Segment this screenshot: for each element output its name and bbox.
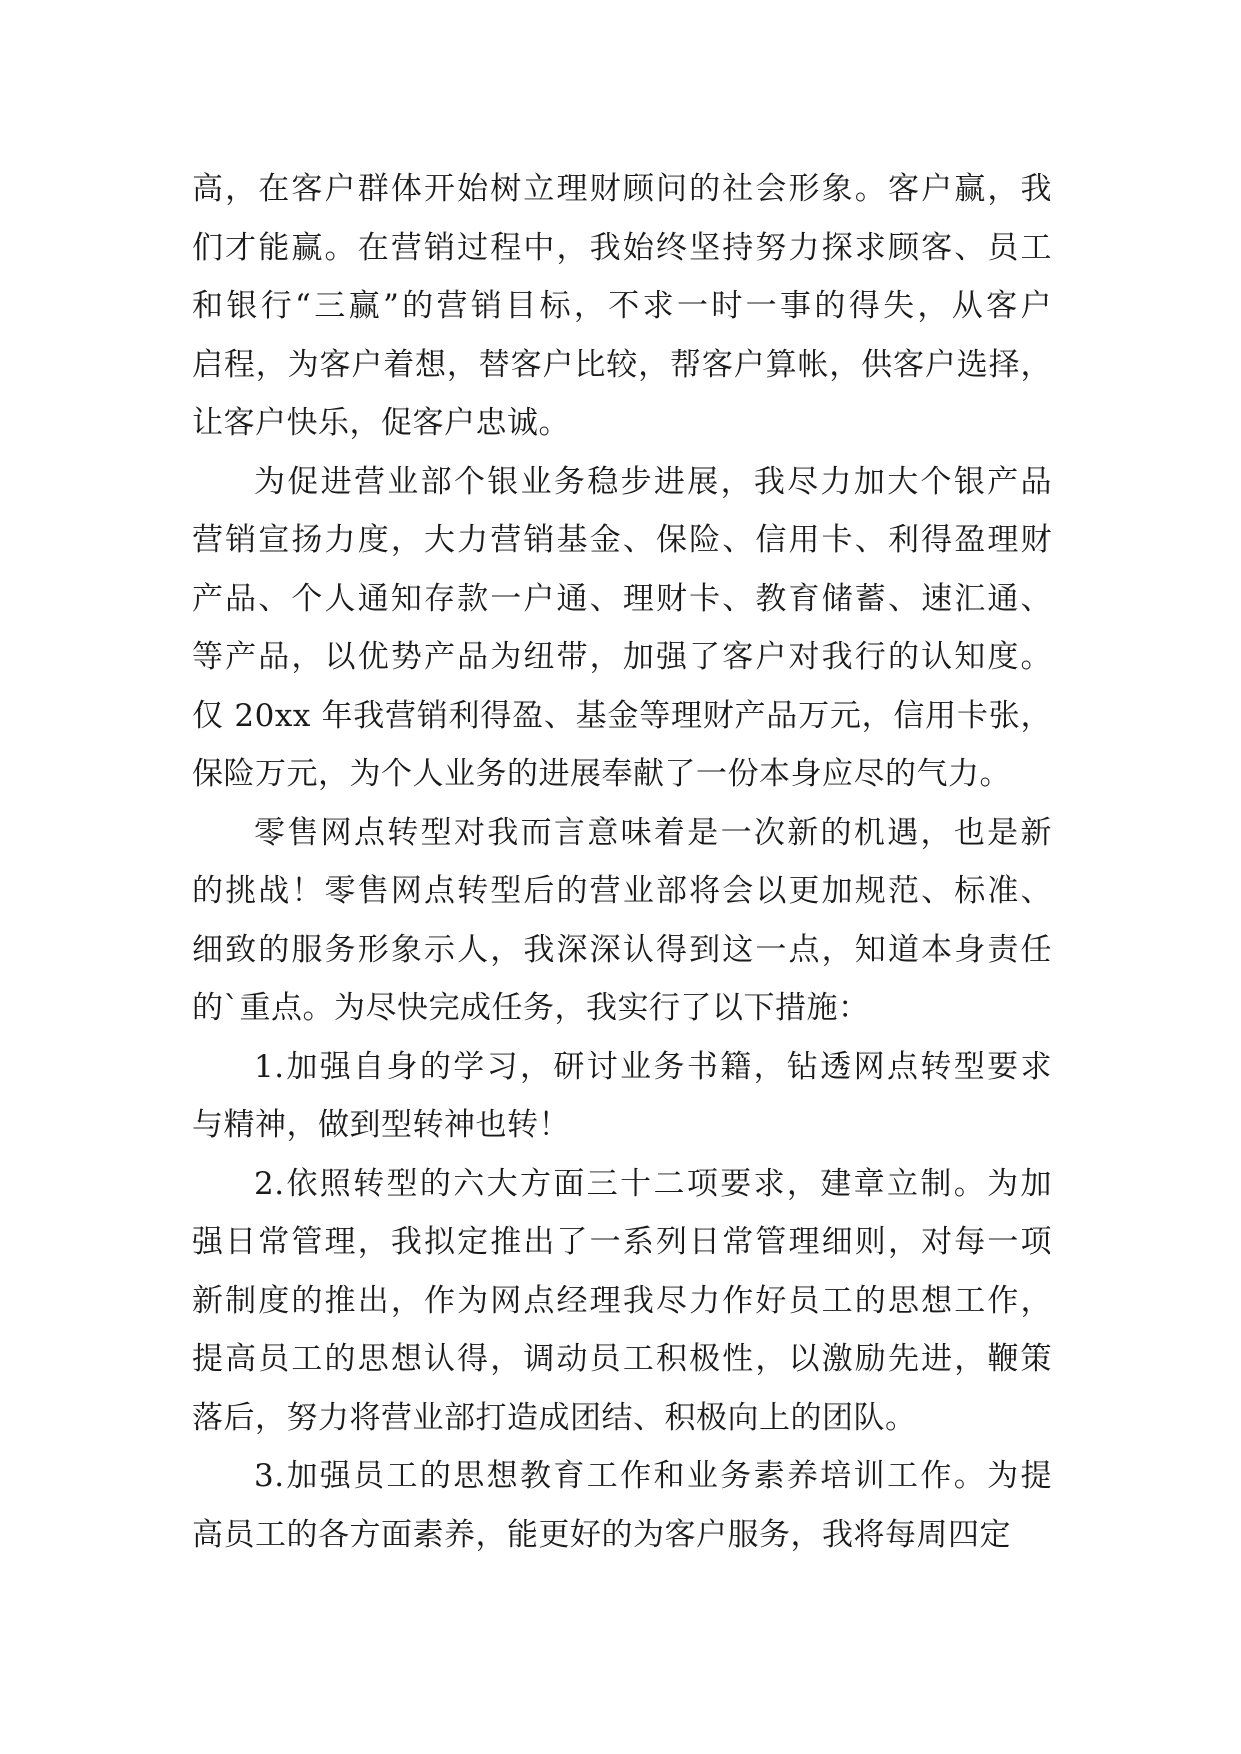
- text-line: 的`重点。为尽快完成任务，我实行了以下措施：: [192, 990, 870, 1026]
- text-line: 营销宣扬力度，大力营销基金、保险、信用卡、利得盈理财: [192, 522, 1052, 558]
- text-line: 高，在客户群体开始树立理财顾问的社会形象。客户赢，我: [192, 171, 1052, 207]
- text-line: 的挑战！零售网点转型后的营业部将会以更加规范、标准、: [192, 873, 1052, 909]
- text-line: 和银行“三赢”的营销目标，不求一时一事的得失，从客户: [192, 288, 1052, 324]
- text-line: 新制度的推出，作为网点经理我尽力作好员工的思想工作，: [192, 1282, 1052, 1319]
- text-line: 让客户快乐，促客户忠诚。: [192, 405, 570, 441]
- text-line: 仅 20xx 年我营销利得盈、基金等理财产品万元，信用卡张，: [192, 697, 1052, 734]
- text-line: 等产品，以优势产品为纽带，加强了客户对我行的认知度。: [192, 639, 1052, 675]
- list-item-first-line: 3.加强员工的思想教育工作和业务素养培训工作。为提: [254, 1458, 1052, 1494]
- text-line: 落后，努力将营业部打造成团结、积极向上的团队。: [192, 1399, 917, 1436]
- text-line: 们才能赢。在营销过程中，我始终坚持努力探求顾客、员工: [192, 229, 1052, 266]
- text-line: 产品、个人通知存款一户通、理财卡、教育储蓄、速汇通、: [192, 580, 1052, 617]
- paragraph-first-line: 零售网点转型对我而言意味着是一次新的机遇，也是新: [254, 814, 1052, 851]
- document-body: [192, 160, 1052, 1564]
- paragraph-first-line: 为促进营业部个银业务稳步进展，我尽力加大个银产品: [254, 463, 1052, 500]
- text-line: 启程，为客户着想，替客户比较，帮客户算帐，供客户选择，: [192, 346, 1052, 383]
- text-line: 强日常管理，我拟定推出了一系列日常管理细则，对每一项: [192, 1224, 1052, 1260]
- list-item-first-line: 1.加强自身的学习，研讨业务书籍，钻透网点转型要求: [254, 1048, 1052, 1085]
- text-line: 高员工的各方面素养，能更好的为客户服务，我将每周四定: [192, 1516, 1011, 1553]
- list-item-first-line: 2.依照转型的六大方面三十二项要求，建章立制。为加: [254, 1165, 1052, 1202]
- text-line: 细致的服务形象示人，我深深认得到这一点，知道本身责任: [192, 931, 1052, 968]
- text-line: 保险万元，为个人业务的进展奉献了一份本身应尽的气力。: [192, 756, 1011, 792]
- text-line: 提高员工的思想认得，调动员工积极性，以激励先进，鞭策: [192, 1341, 1052, 1377]
- text-line: 与精神，做到型转神也转！: [192, 1107, 570, 1143]
